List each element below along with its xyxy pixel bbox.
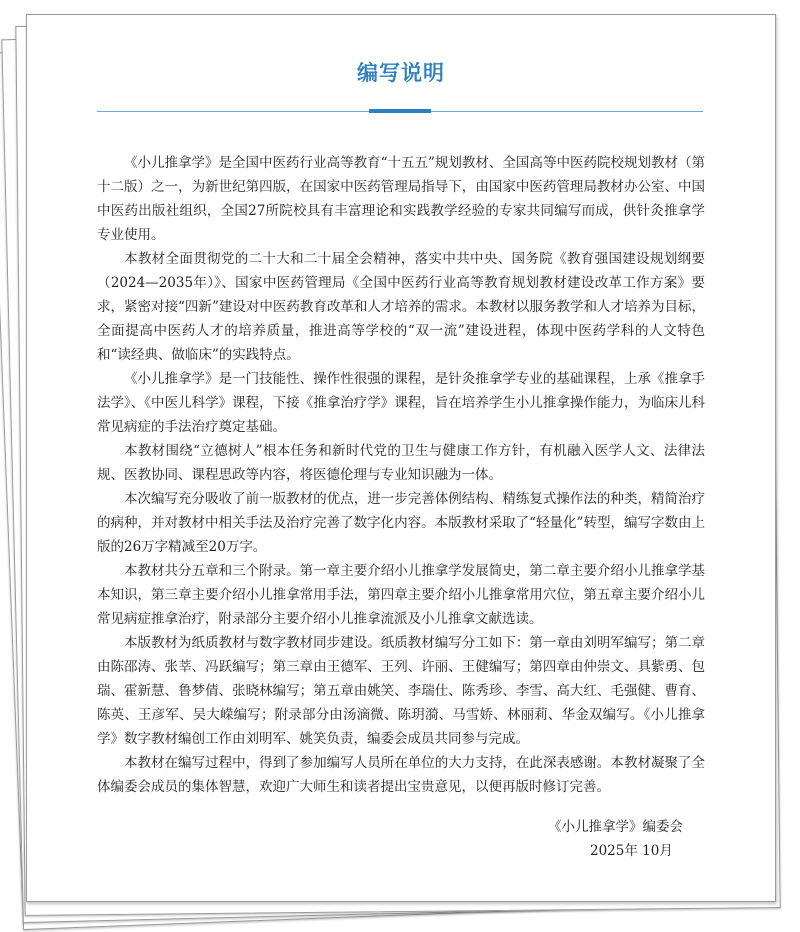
body-text bbox=[97, 151, 705, 799]
paragraph-moral-education: 本教材围绕“立德树人”根本任务和新时代党的卫生与健康工作方针，有机融入医学人文、法律法规、医教协同、课程思政等内容，将医德伦理与专业知识融为一体。 bbox=[97, 443, 705, 483]
paragraph-acknowledgement: 本教材在编写过程中，得到了参加编写人员所在单位的大力支持，在此深表感谢。本教材凝聚了全体编委会成员的集体智慧，欢迎广大师生和读者提出宝贵意见，以便再版时修订完善。 bbox=[97, 755, 705, 795]
signature-date: 2025年 10月 bbox=[590, 843, 673, 859]
signature-block bbox=[548, 815, 683, 863]
editorial-committee: 《小儿推拿学》编委会 bbox=[548, 819, 683, 835]
paragraph-guidance: 本教材全面贯彻党的二十大和二十届全会精神，落实中共中央、国务院《教育强国建设规划纲要（2024—2035年）》、国家中医药管理局《全国中医药行业高等教育规划教材建设改革工作方案》要求，紧密对接“四新”建设对中医药教育改革和人才培养的需求。本教材以服务教学和人才培养为目标，全面提高中医药人才的培养质量，推进高等学校的“双一流”建设进程，体现中医药学科的人文特色和“读经典、做临床”的实践特点。 bbox=[97, 251, 705, 363]
paragraph-intro: 《小儿推拿学》是全国中医药行业高等教育“十五五”规划教材、全国高等中医药院校规划教材（第十二版）之一，为新世纪第四版，在国家中医药管理局指导下，由国家中医药管理局教材办公室、中国中医药出版社组织，全国27所院校具有丰富理论和实践教学经验的专家共同编写而成，供针灸推拿学专业使用。 bbox=[97, 155, 705, 243]
paragraph-structure: 本教材共分五章和三个附录。第一章主要介绍小儿推拿学发展简史，第二章主要介绍小儿推拿学基本知识，第三章主要介绍小儿推拿常用手法，第四章主要介绍小儿推拿常用穴位，第五章主要介绍小儿常见病症推拿治疗，附录部分主要介绍小儿推拿流派及小儿推拿文献选读。 bbox=[97, 563, 705, 627]
paragraph-revision: 本次编写充分吸收了前一版教材的优点，进一步完善体例结构、精练复式操作法的种类，精简治疗的病种，并对教材中相关手法及治疗完善了数字化内容。本版教材采取了“轻量化”转型，编写字数由上版的26万字精减至20万字。 bbox=[97, 491, 705, 555]
paragraph-authors: 本版教材为纸质教材与数字教材同步建设。纸质教材编写分工如下：第一章由刘明军编写；第二章由陈邵涛、张莘、冯跃编写；第三章由王德军、王列、许丽、王健编写；第四章由仲崇文、具紫勇、包瑞、霍新慧、鲁梦倩、张晓林编写；第五章由姚笑、李瑞仕、陈秀珍、李雪、高大红、毛强健、曹育、陈英、王彦军、吴大嵘编写；附录部分由汤滴微、陈玥漪、马雪娇、林丽莉、华金双编写。《小儿推拿学》数字教材编创工作由刘明军、姚笑负责，编委会成员共同参与完成。 bbox=[97, 635, 705, 747]
title-divider-accent bbox=[369, 109, 431, 113]
document-page bbox=[26, 14, 776, 902]
paragraph-course-nature: 《小儿推拿学》是一门技能性、操作性很强的课程，是针灸推拿学专业的基础课程，上承《推拿手法学》、《中医儿科学》课程，下接《推拿治疗学》课程，旨在培养学生小儿推拿操作能力，为临床儿科常见病症的手法治疗奠定基础。 bbox=[97, 371, 705, 435]
page-title: 编写说明 bbox=[357, 61, 445, 85]
